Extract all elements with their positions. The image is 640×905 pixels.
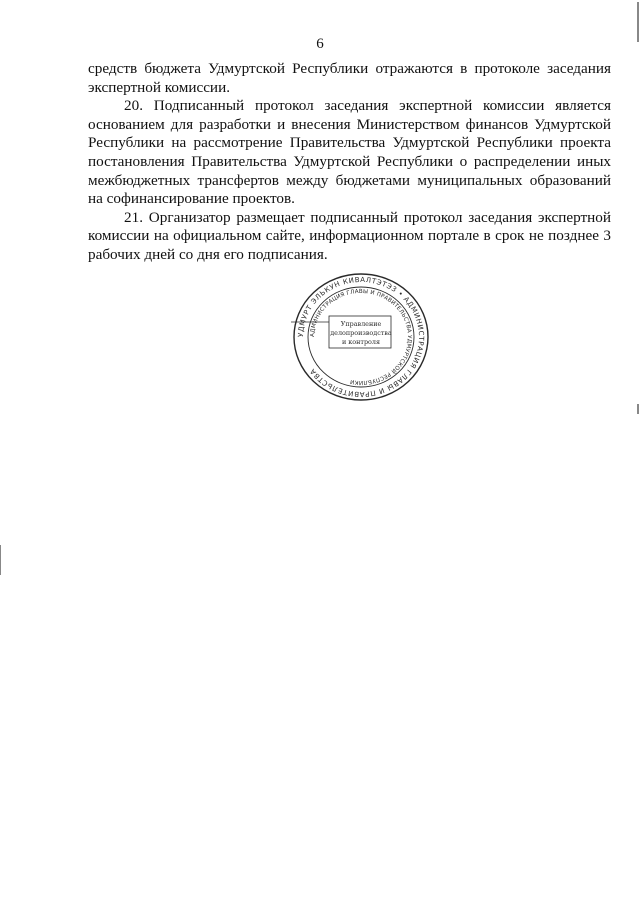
paragraph-item-20: 20. Подписанный протокол заседания экспертной комиссии является основанием для разработки и внесения Министерством финансов Удмуртской Республики на рассмотрение Правительства Удмуртской Республики проекта постановления Правительства Удмуртской Республики о распределении иных межбюджетных трансфертов между бюджетами муниципальных образований на софинансирование проектов. [88, 97, 611, 208]
paragraph-item-21: 21. Организатор размещает подписанный протокол заседания экспертной комиссии на официальном сайте, информационном портале в срок не позднее 3 рабочих дней со дня его подписания. [88, 208, 611, 263]
official-seal [291, 272, 431, 402]
scan-edge-mark-left [0, 545, 1, 575]
seal-center-line-3: и контроля [342, 338, 380, 346]
seal-center-line-1: Управление [340, 320, 382, 328]
scan-edge-mark-middle [637, 404, 639, 414]
page-number: 6 [316, 36, 324, 52]
seal-center-line-2: делопроизводства [330, 329, 392, 337]
seal-outer-text: УДМУРТ ЭЛЬКУН КИВАЛТЭТЭЗ • АДМИНИСТРАЦИЯ ГЛАВЫ И ПРАВИТЕЛЬСТВА [296, 275, 426, 399]
scan-edge-mark-top [637, 2, 639, 42]
seal-inner-text: АДМИНИСТРАЦИЯ ГЛАВЫ И ПРАВИТЕЛЬСТВА УДМУРТСКОЙ РЕСПУБЛИКИ [309, 288, 413, 386]
document-body [88, 60, 611, 265]
paragraph-continuation: средств бюджета Удмуртской Республики отражаются в протоколе заседания экспертной комиссии. [88, 60, 611, 96]
